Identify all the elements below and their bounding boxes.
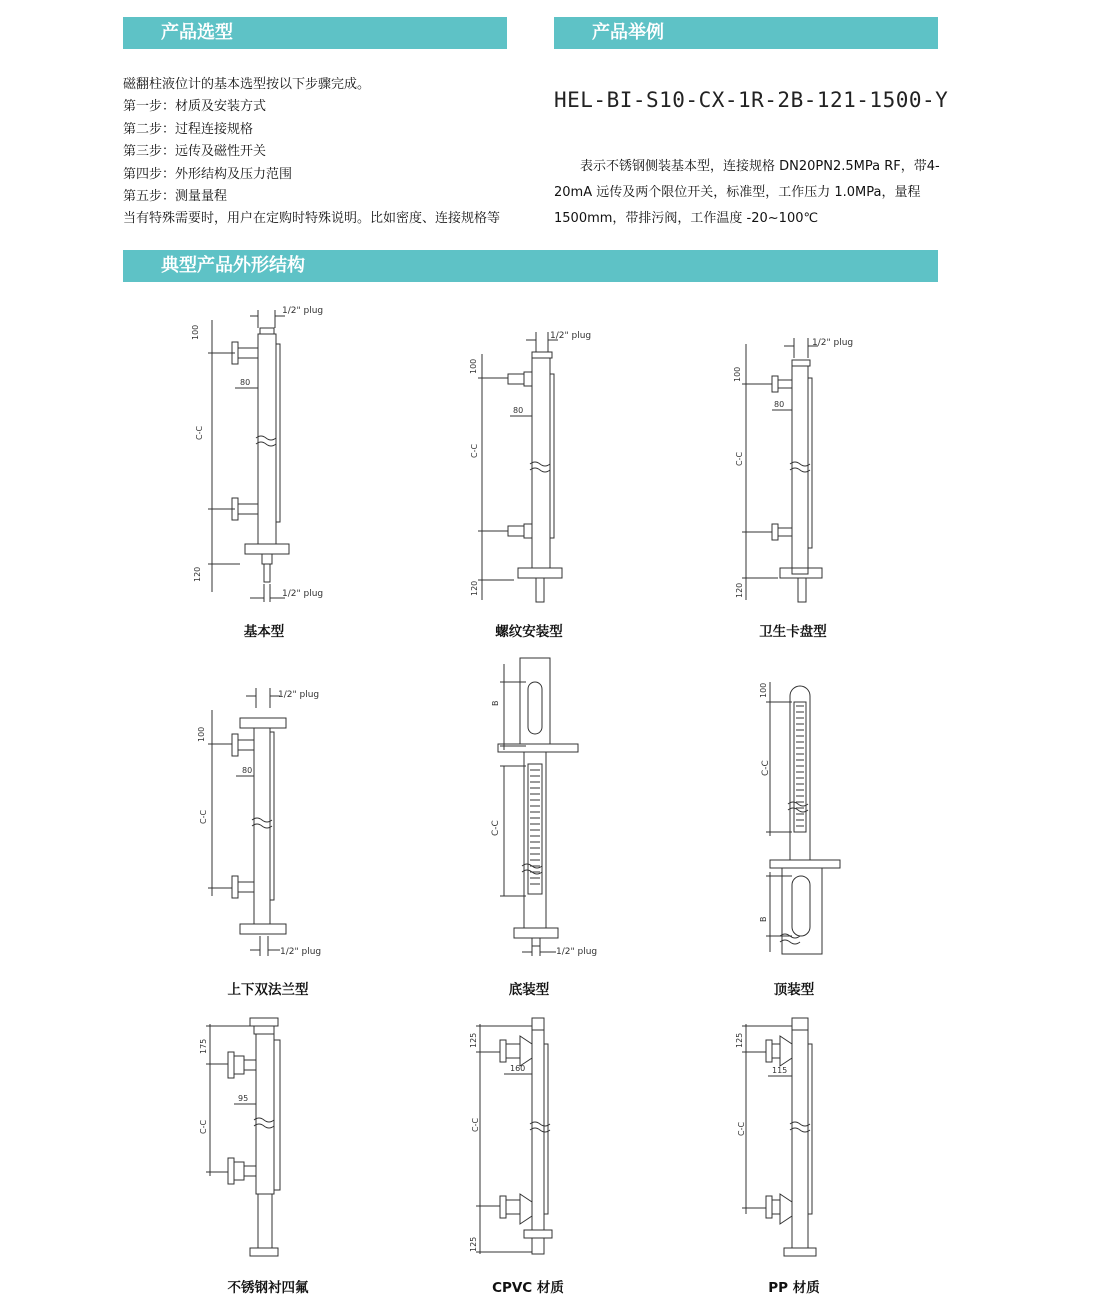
dim-offset: 80 — [774, 400, 785, 409]
plug-label-top: 1/2" plug — [550, 331, 592, 341]
caption-basic: 基本型 — [243, 624, 285, 640]
selection-step-3: 第三步：远传及磁性开关 — [123, 144, 267, 160]
dim-top: 100 — [191, 324, 200, 340]
caption-ptfe: 不锈钢衬四氟 — [227, 1280, 309, 1296]
dim-cc: C-C — [199, 1119, 208, 1134]
dim-bottom: 120 — [470, 580, 479, 596]
selection-step-2: 第二步：过程连接规格 — [123, 121, 254, 137]
dim-b: B — [491, 700, 500, 706]
dim-cc: C-C — [471, 1117, 480, 1132]
dim-top: 125 — [735, 1032, 744, 1048]
dim-offset: 80 — [240, 378, 251, 387]
dim-cc: C-C — [735, 451, 744, 466]
drawing-ptfe — [192, 1014, 332, 1264]
section-title-example: 产品举例 — [554, 17, 938, 49]
plug-label-bottom: 1/2" plug — [282, 589, 324, 599]
caption-thread: 螺纹安装型 — [495, 624, 563, 640]
caption-sanitary: 卫生卡盘型 — [759, 624, 827, 640]
drawing-top — [750, 676, 870, 966]
dim-b: B — [759, 916, 768, 922]
dim-top: 100 — [197, 726, 206, 742]
selection-steps — [123, 74, 500, 231]
dim-bottom: 125 — [469, 1236, 478, 1252]
dim-offset: 95 — [238, 1094, 249, 1103]
drawing-sanitary — [728, 334, 878, 614]
caption-cpvc: CPVC 材质 — [492, 1280, 564, 1296]
dim-offset: 80 — [513, 406, 524, 415]
drawing-double-flange — [190, 684, 340, 964]
caption-bottom: 底装型 — [508, 982, 550, 998]
model-description: 表示不锈钢侧装基本型，连接规格 DN20PN2.5MPa RF，带4-20mA 远传及两个限位开关，标准型，工作压力 1.0MPa，量程1500mm，带排污阀，工作温度 -20~100℃ — [554, 159, 940, 226]
dim-cc: C-C — [761, 760, 771, 776]
plug-label-bottom: 1/2" plug — [280, 947, 322, 957]
dim-offset: 80 — [242, 766, 253, 775]
drawing-cpvc — [460, 1014, 600, 1264]
section-title-selection: 产品选型 — [123, 17, 507, 49]
caption-top: 顶装型 — [773, 982, 815, 998]
dim-cc: C-C — [470, 443, 479, 458]
plug-label-top: 1/2" plug — [812, 338, 854, 348]
model-code: HEL-BI-S10-CX-1R-2B-121-1500-Y — [554, 88, 949, 112]
drawing-basic — [190, 300, 340, 610]
selection-step-4: 第四步：外形结构及压力范围 — [123, 166, 293, 182]
plug-label-top: 1/2" plug — [282, 306, 324, 316]
drawing-bottom — [486, 656, 636, 966]
plug-label-top: 1/2" plug — [278, 690, 320, 700]
dim-top: 100 — [469, 358, 478, 374]
drawing-thread — [462, 328, 612, 608]
dim-cc: C-C — [737, 1121, 746, 1136]
dim-bottom: 120 — [193, 566, 202, 582]
dim-cc: C-C — [195, 425, 204, 440]
drawing-pp — [728, 1014, 868, 1264]
caption-pp: PP 材质 — [768, 1280, 820, 1296]
caption-double-flange: 上下双法兰型 — [227, 982, 309, 998]
section-title-structure: 典型产品外形结构 — [123, 250, 938, 282]
selection-step-1: 第一步：材质及安装方式 — [123, 99, 267, 115]
dim-cc: C-C — [199, 809, 208, 824]
selection-intro: 磁翻柱液位计的基本选型按以下步骤完成。 — [123, 77, 371, 92]
dim-top: 125 — [469, 1032, 478, 1048]
selection-step-5: 第五步：测量量程 — [123, 189, 228, 205]
dim-top: 175 — [199, 1038, 208, 1054]
selection-note: 当有特殊需要时，用户在定购时特殊说明。比如密度、连接规格等 — [123, 211, 501, 227]
dim-top: 100 — [759, 682, 768, 698]
dim-cc: C-C — [491, 820, 501, 836]
dim-top: 100 — [733, 366, 742, 382]
plug-label-bottom: 1/2" plug — [556, 947, 598, 957]
dim-bottom: 120 — [735, 582, 744, 598]
dim-offset: 160 — [510, 1064, 526, 1073]
dim-offset: 115 — [772, 1066, 788, 1075]
